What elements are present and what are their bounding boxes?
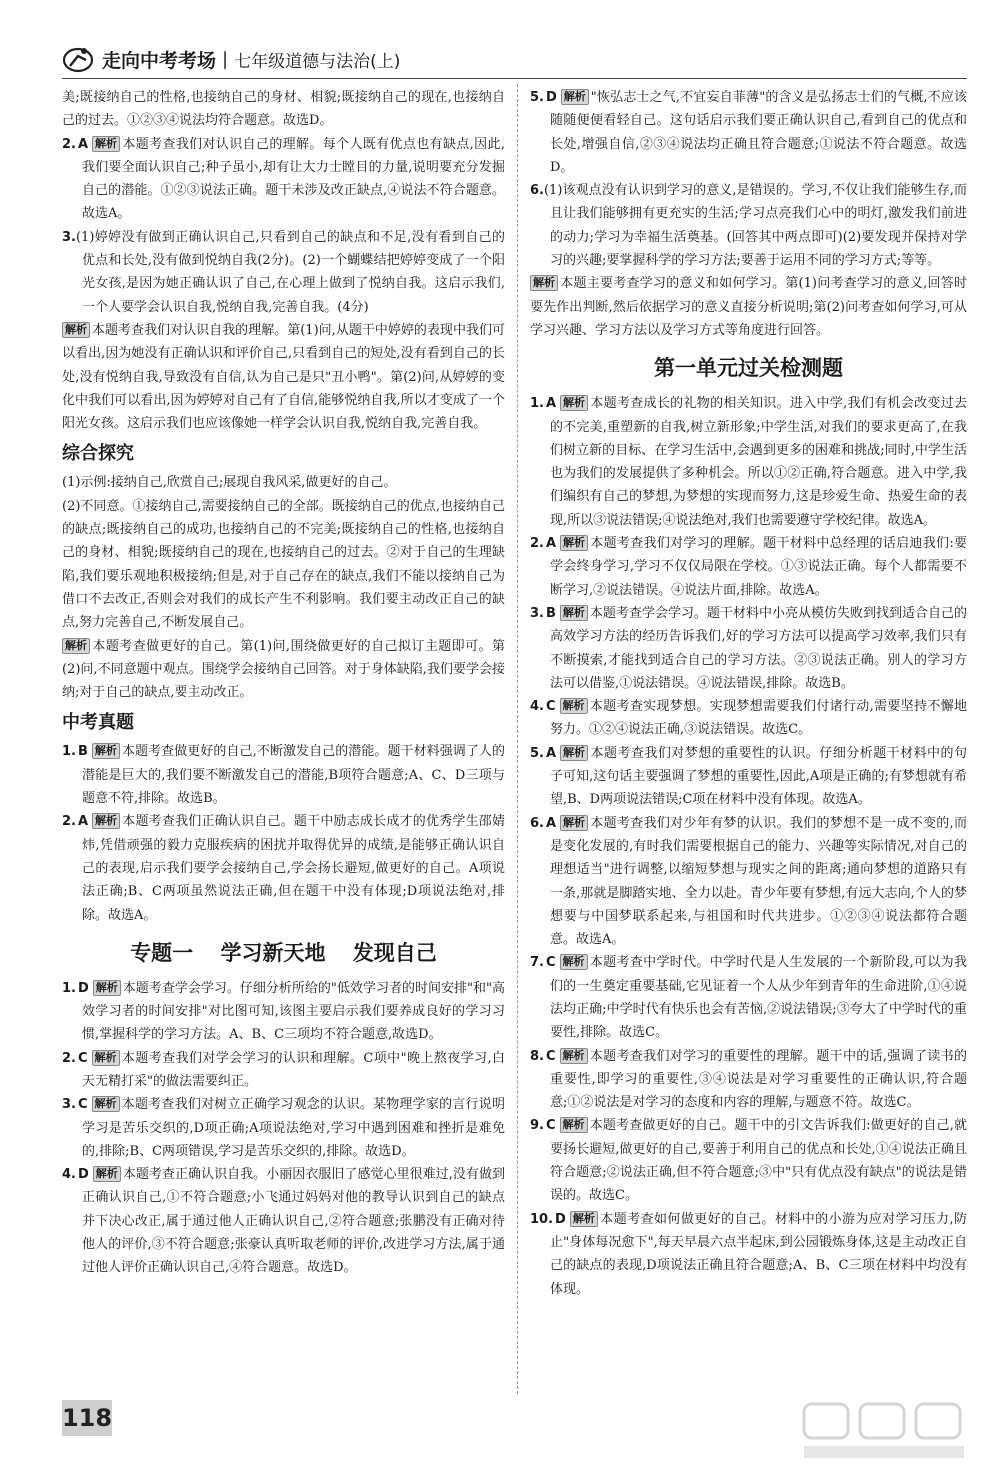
- question-number: 8.: [530, 1048, 544, 1064]
- answer-choice: D: [555, 1211, 566, 1227]
- question-number: 3.: [62, 229, 76, 245]
- answer-item: [62, 133, 505, 226]
- answer-item: [530, 179, 967, 272]
- question-number: 1.: [62, 744, 76, 760]
- answer-text: 本题考查我们对梦想的重要性的认识。仔细分析题干材料中的句子可知,这句话主要强调了梦想的重要性,因此,A项是正确的;有梦想就有希望,B、D两项说法错误;C项在材料中没有体现。故选A。: [550, 745, 967, 808]
- answer-text: (1)该观点没有认识到学习的意义,是错误的。学习,不仅让我们能够生存,而且让我们能够拥有更充实的生活;学习点亮我们心中的明灯,激发我们前进的动力;学习为幸福生活奠基。(回答其中两点即可)(2)要发现并保持对学习的兴趣;要掌握科学的学习方法;要善于运用不同的学习方式;等等。: [543, 183, 967, 269]
- left-column: [62, 86, 505, 1280]
- answer-item: [530, 812, 967, 952]
- answer-text: 本题考查做更好的自己。第(1)问,围绕做更好的自己拟订主题即可。第(2)问,不同意题中观点。围绕学会接纳自己回答。对于身体缺陷,我们要学会接纳;对于自己的缺点,要主动改正。: [62, 638, 505, 701]
- analysis-badge: 解析: [570, 1211, 598, 1227]
- analysis-badge: 解析: [560, 1117, 588, 1133]
- question-number: 4.: [530, 699, 544, 715]
- answer-choice: A: [545, 745, 557, 761]
- question-number: 1.: [530, 396, 544, 412]
- answer-text: 本题考查学会学习。仔细分析所给的"低效学习者的时间安排"和"高效学习者的时间安排"对比图可知,该图主要启示我们要养成良好的学习习惯,掌握科学的学习方法。A、B、C三项均不符合题意,故选D。: [82, 980, 505, 1043]
- answer-text: 本题考查我们对认识自我的理解。第(1)问,从题干中婷婷的表现中我们可以看出,因为她没有正确认识和评价自己,只看到自己的短处,没有看到自己的长处,没有悦纳自我,导致没有自信,认为自己是只"丑小鸭"。第(2)问,从婷婷的变化中我们可以看出,因为婷婷对自己有了自信,能够悦纳自我,所以才变成了一个阳光女孩。这启示我们也应该像她一样学会认识自我,悦纳自我,完善自我。: [62, 322, 505, 432]
- answer-text: 本题考查我们对学习的重要性的理解。题干中的话,强调了读书的重要性,即学习的重要性,③④说法是对学习重要性的正确认识,符合题意;①②说法是对学习的态度和内容的理解,与题意不符。故选C。: [550, 1048, 967, 1111]
- answer-text: 本题考查我们对学会学习的认识和理解。C项中"晚上熬夜学习,白天无精打采"的做法需要纠正。: [82, 1050, 505, 1089]
- answer-choice: D: [545, 90, 557, 105]
- analysis-badge: 解析: [93, 1166, 121, 1182]
- analysis-badge: 解析: [93, 980, 121, 996]
- answer-choice: A: [77, 136, 89, 152]
- answer-choice: B: [545, 605, 556, 621]
- question-number: 2.: [530, 536, 544, 552]
- answer-text: 本题考查我们对认识自己的理解。每个人既有优点也有缺点,因此,我们要全面认识自己;种子虽小,却有让大力士瞠目的力量,说明要充分发掘自己的潜能。①②③说法正确。题干未涉及改正缺点,④说法不符合题意。故选A。: [82, 136, 505, 222]
- answer-choice: A: [545, 536, 557, 552]
- question-number: 1.: [62, 980, 76, 996]
- question-number: 5.: [530, 745, 544, 761]
- answer-choice: C: [77, 1050, 88, 1066]
- question-number: 2.: [62, 136, 76, 152]
- answer-item: [530, 602, 967, 695]
- question-number: 9.: [530, 1118, 544, 1134]
- answer-paragraph: [62, 471, 505, 494]
- answer-text: 本题考查成长的礼物的相关知识。进入中学,我们有机会改变过去的不完美,重塑新的自我,树立新形象;中学生活,对我们的要求更高了,在我们树立新的目标、在学习生活中,会遇到更多的困难和挑战;同时,中学生活也为我们的发展提供了多种机会。所以①②正确,符合题意。进入中学,我们编织有自己的梦想,为梦想的实现而努力,这是珍爱生命、热爱生命的表现,所以③说法错误;④说法绝对,我们也需要遵守学校纪律。故选A。: [550, 396, 967, 528]
- answer-paragraph: [62, 495, 505, 635]
- answer-item: [62, 740, 505, 810]
- analysis-badge: 解析: [92, 1050, 120, 1066]
- answer-text: 本题考查我们对学习的理解。题干材料中总经理的话启迪我们:要学会终身学习,学习不仅仅局限在学校。①③说法正确。每个人都需要不断学习,②说法错误。④说法片面,排除。故选A。: [550, 536, 967, 598]
- answer-text: 本题考查我们正确认识自己。题干中励志成长成才的优秀学生邵婧炜,凭借顽强的毅力克服疾病的困扰并取得优异的成绩,是能够正确认识自己的表现,启示我们要学会接纳自己,学会扬长避短,做更好的自己。A项说法正确;B、C两项虽然说法正确,但在题干中没有体现;D项说法绝对,排除。故选A。: [82, 814, 505, 923]
- answer-item: [62, 977, 505, 1047]
- runner-logo-icon: [62, 44, 96, 74]
- answer-choice: C: [545, 1048, 556, 1064]
- answer-text: (2)不同意。①接纳自己,需要接纳自己的全部。既接纳自己的优点,也接纳自己的缺点;既接纳自己的成功,也接纳自己的不完美;既接纳自己的性格,也接纳自己的身材、相貌;既接纳自己的现在,也接纳自己的过去。②对于自己的生理缺陷,我们要乐观地积极接纳;但是,对于自己存在的缺点,我们不能以接纳自己为借口不去改正,否则会对我们的成长产生不利影响。我们要主动改正自己的缺点,努力完善自己,不断发展自己。: [62, 498, 505, 631]
- answer-item: [530, 86, 967, 179]
- analysis-badge: 解析: [92, 1096, 120, 1112]
- answer-text: 本题考查学会学习。题干材料中小亮从模仿失败到找到适合自己的高效学习方法的经历告诉我们,好的学习方法可以提高学习效率,我们只有不断摸索,才能找到适合自己的学习方法。②③说法正确。别人的学习方法可以借鉴,①说法错误。④说法错误,排除。故选B。: [550, 605, 967, 691]
- question-number: 7.: [530, 955, 544, 971]
- answer-text: 本题考查做更好的自己。题干中的引文告诉我们:做更好的自己,就要扬长避短,做更好的自己,要善于利用自己的优点和长处,①④说法正确且符合题意;②说法正确,但不符合题意;③中"只有优点没有缺点"的说法是错误的。故选C。: [550, 1118, 967, 1204]
- question-number: 5.: [530, 90, 544, 105]
- analysis-badge: 解析: [560, 1048, 588, 1064]
- answer-item: [530, 742, 967, 812]
- answer-item: [62, 1047, 505, 1094]
- topic-heading: 专题一 学习新天地 发现自己: [130, 940, 437, 965]
- subject-title: 七年级道德与法治(上): [234, 51, 401, 72]
- answer-choice: C: [77, 1097, 88, 1113]
- analysis-badge: 解析: [92, 813, 120, 829]
- answer-item: [530, 1114, 967, 1207]
- answer-text: (1)婷婷没有做到正确认识自己,只看到自己的缺点和不足,没有看到自己的优点和长处,没有做到悦纳自我(2分)。(2)一个蝴蝶结把婷婷变成了一个阳光女孩,是因为她正确认识了自己,在心理上做到了悦纳自我。这启示我们,一个人要学会认识自我,悦纳自我,完善自我。(4分): [75, 229, 505, 315]
- question-number: 6.: [530, 183, 544, 199]
- section-heading: 中考真题: [62, 712, 134, 734]
- answer-choice: A: [77, 814, 89, 830]
- answer-choice: C: [545, 1118, 556, 1134]
- answer-item: [62, 226, 505, 319]
- analysis-note: [62, 635, 505, 705]
- answer-item: [62, 1163, 505, 1279]
- analysis-badge: 解析: [561, 89, 589, 105]
- unit-heading: 第一单元过关检测题: [654, 356, 843, 381]
- answer-choice: C: [545, 955, 556, 971]
- page-header: [62, 44, 400, 74]
- answer-text: (1)示例:接纳自己,欣赏自己;展现自我风采,做更好的自己。: [62, 475, 397, 491]
- answer-choice: D: [77, 980, 89, 996]
- answer-item: [62, 810, 505, 926]
- question-number: 3.: [62, 1097, 76, 1113]
- answer-choice: A: [545, 396, 557, 412]
- answer-choice: A: [545, 815, 557, 831]
- answer-text: 本题考查我们对少年有梦的认识。我们的梦想不是一成不变的,而是变化发展的,有时我们需要根据自己的能力、兴趣等实际情况,对自己的理想适当"进行调整,以缩短梦想与现实之间的距离;通向梦想的道路只有一条,那就是脚踏实地、全力以赴。青少年要有梦想,有远大志向,个人的梦想要与中国梦联系起来,与祖国和时代共进步。①②③④说法都符合题意。故选A。: [550, 815, 967, 948]
- header-separator: |: [222, 48, 229, 70]
- analysis-badge: 解析: [560, 745, 588, 761]
- header-rule: [62, 78, 967, 79]
- question-number: 4.: [62, 1167, 76, 1183]
- question-number: 3.: [530, 605, 544, 621]
- answer-text: 美;既接纳自己的性格,也接纳自己的身材、相貌;既接纳自己的现在,也接纳自己的过去。①②③④说法均符合题意。故选D。: [62, 90, 505, 129]
- question-number: 6.: [530, 815, 544, 831]
- answer-choice: C: [545, 699, 556, 715]
- answer-choice: D: [77, 1167, 89, 1183]
- answer-item: [530, 392, 967, 532]
- answer-item: [530, 695, 967, 742]
- answer-text: 本题考查实现梦想。实现梦想需要我们付诸行动,需要坚持不懈地努力。①②④说法正确,③说法错误。故选C。: [550, 699, 967, 738]
- section-heading: 综合探究: [62, 443, 134, 465]
- analysis-badge: 解析: [62, 322, 90, 338]
- answer-item: [530, 951, 967, 1044]
- analysis-badge: 解析: [560, 395, 588, 411]
- analysis-badge: 解析: [62, 638, 90, 654]
- answer-text: 本题考查做更好的自己,不断激发自己的潜能。题干材料强调了人的潜能是巨大的,我们要不断激发自己的潜能,B项符合题意;A、C、D三项与题意不符,排除。故选B。: [82, 744, 505, 807]
- analysis-badge: 解析: [560, 535, 588, 551]
- column-divider: [517, 84, 518, 1394]
- page-number: 118: [62, 1400, 112, 1436]
- answer-text: 本题考查正确认识自我。小丽因衣服旧了感觉心里很难过,没有做到正确认识自己,①不符合题意;小飞通过妈妈对他的教导认识到自己的缺点并下决心改正,属于通过他人正确认识自己,②符合题意;张鹏没有正确对待他人的评价,③不符合题意;张豪认真听取老师的评价,改进学习方法,属于通过他人评价正确认识自己,④符合题意。故选D。: [82, 1167, 505, 1276]
- answer-text: 本题主要考查学习的意义和如何学习。第(1)问考查学习的意义,回答时要先作出判断,然后依据学习的意义直接分析说明;第(2)问考查如何学习,可从学习兴趣、学习方法以及学习方式等角度进行回答。: [530, 276, 967, 338]
- answer-choice: B: [77, 744, 88, 760]
- right-column: [530, 86, 967, 1301]
- brand-title: 走向中考考场: [102, 49, 217, 72]
- analysis-badge: 解析: [560, 605, 588, 621]
- answer-item: [530, 1045, 967, 1115]
- analysis-note: [62, 319, 505, 435]
- answer-item: [530, 1208, 967, 1301]
- watermark-logo-icon: [800, 1400, 970, 1462]
- analysis-badge: 解析: [92, 136, 120, 152]
- answer-item: [62, 1093, 505, 1163]
- answer-text: 本题考查我们对树立正确学习观念的认识。某物理学家的言行说明学习是苦乐交织的,D项正确;A项说法绝对,学习中遇到困难和挫折是难免的,排除;B、C两项错误,学习是苦乐交织的,排除。故选D。: [82, 1097, 505, 1159]
- answer-text: 本题考查中学时代。中学时代是人生发展的一个新阶段,可以为我们的一生奠定重要基础,它见证着一个人从少年到青年的生命进阶,①④说法均正确;中学时代有快乐也会有苦恼,②说法错误;③夸大了中学时代的重要性,排除。故选C。: [550, 955, 967, 1041]
- answer-paragraph: [62, 86, 505, 133]
- answer-text: 本题考查如何做更好的自己。材料中的小游为应对学习压力,防止"身体每况愈下",每天早晨六点半起床,到公园锻炼身体,这是主动改正自己的缺点的表现,D项说法正确且符合题意;A、B、C三项在材料中均没有体现。: [550, 1211, 967, 1297]
- question-number: 2.: [62, 814, 76, 830]
- analysis-badge: 解析: [560, 954, 588, 970]
- analysis-badge: 解析: [560, 698, 588, 714]
- question-number: 10.: [530, 1211, 554, 1227]
- answer-item: [530, 532, 967, 602]
- answer-text: "恢弘志士之气,不宜妄自菲薄"的含义是弘扬志士们的气概,不应该随随便便看轻自己。这句话启示我们要正确认识自己,看到自己的优点和长处,增强自信,②③④说法均正确且符合题意;①说法不符合题意。故选D。: [550, 90, 967, 175]
- analysis-note: [530, 272, 967, 342]
- analysis-badge: 解析: [560, 815, 588, 831]
- analysis-badge: 解析: [530, 275, 558, 291]
- question-number: 2.: [62, 1050, 76, 1066]
- analysis-badge: 解析: [92, 743, 120, 759]
